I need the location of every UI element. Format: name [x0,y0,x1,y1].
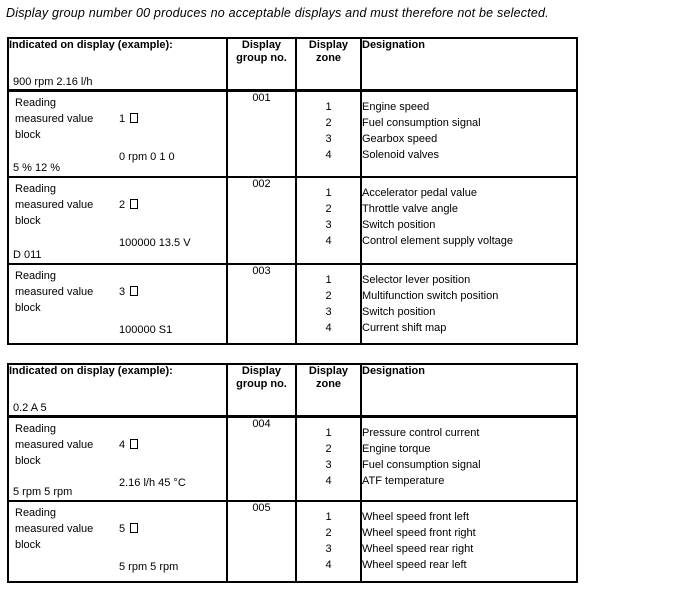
example-bottom-value: 5 rpm 5 rpm [13,486,73,498]
table-row-005 [8,501,577,582]
example-display-value: 2.16 l/h 45 °C [119,476,186,489]
designation: Solenoid valves [362,148,440,161]
table-row-003 [8,264,577,344]
example-bottom-value: 900 rpm 2.16 l/h [13,75,93,88]
zone-number: 4 [325,559,332,571]
group-no: 004 [227,416,296,501]
designation: Fuel consumption signal [362,116,481,129]
zone-number: 4 [325,474,332,487]
zone-number: 1 [325,100,332,113]
example-line-1: Reading [15,96,56,109]
note-text: Display group number 00 produces no acceptable displays and must therefore not be selected. [6,6,549,20]
example-display-value: 100000 S1 [119,324,173,336]
zone-number: 2 [325,290,332,302]
designation: Accelerator pedal value [362,187,477,199]
zone-number: 2 [325,527,332,539]
block-number-value: 1 [119,112,126,125]
table-header-row [8,38,577,90]
designation: Control element supply voltage [362,235,514,247]
example-line-2: measured value [15,112,94,125]
block-number-value: 2 [119,199,126,211]
block-number [119,286,138,298]
example-bottom-value: 0.2 A 5 [13,401,47,414]
example-line-2: measured value [15,199,94,211]
block-number-value: 3 [119,286,126,298]
zone-number: 1 [325,187,332,199]
example-bottom-value: 5 % 12 % [13,162,61,174]
designation: Current shift map [362,322,447,334]
group-no: 003 [227,264,296,344]
header-designation: Designation [361,364,577,416]
example-line-2: measured value [15,438,94,451]
block-square-icon [130,439,138,449]
table-header-row [8,364,577,416]
designation: Wheel speed rear left [362,559,467,571]
example-line-3: block [15,128,41,141]
zone-number: 3 [325,306,332,318]
block-number [119,523,138,535]
example-display-value: 5 rpm 5 rpm [119,561,179,573]
group-no: 002 [227,177,296,264]
designation: Throttle valve angle [362,203,458,215]
group-no: 001 [227,90,296,177]
example-line-1: Reading [15,507,56,519]
designation: Gearbox speed [362,132,438,145]
zone-number: 2 [325,203,332,215]
example-line-2: measured value [15,286,94,298]
zone-number: 4 [325,148,332,161]
designation: Engine speed [362,100,430,113]
designation: Wheel speed front left [362,511,470,523]
example-line-1: Reading [15,422,56,435]
example-line-3: block [15,454,41,467]
block-number [119,439,138,451]
example-line-1: Reading [15,183,56,195]
designation: Pressure control current [362,426,480,439]
designation: Wheel speed front right [362,527,476,539]
example-line-2: measured value [15,523,94,535]
example-line-3: block [15,539,41,551]
block-square-icon [130,286,138,296]
block-square-icon [130,199,138,209]
designation: Selector lever position [362,274,471,286]
display-groups-table-2 [7,363,578,583]
zone-number: 2 [325,442,332,455]
header-display-zone: Display zone [296,364,361,416]
designation: Engine torque [362,442,431,455]
table-row-004 [8,416,577,501]
zone-number: 1 [325,511,332,523]
zone-number: 2 [325,116,332,129]
zone-number: 4 [325,235,332,247]
zone-number: 1 [325,426,332,439]
block-number-value: 5 [119,523,126,535]
block-square-icon [130,113,138,123]
display-groups-table-1 [7,37,578,345]
header-display-group-no: Display group no. [227,364,296,416]
block-number-value: 4 [119,438,126,451]
block-number [119,113,138,125]
header-indicated-on-display: Indicated on display (example): [8,38,227,90]
header-designation: Designation [361,38,577,90]
example-line-1: Reading [15,270,56,282]
header-indicated-on-display: Indicated on display (example): [8,364,227,416]
designation: Switch position [362,306,436,318]
zone-number: 1 [325,274,332,286]
header-display-group-no: Display group no. [227,38,296,90]
example-bottom-value: D 011 [13,249,42,261]
header-display-zone: Display zone [296,38,361,90]
designation: ATF temperature [362,474,445,487]
block-square-icon [130,523,138,533]
group-no: 005 [227,501,296,582]
example-line-3: block [15,302,41,314]
designation: Fuel consumption signal [362,458,481,471]
example-display-value: 0 rpm 0 1 0 [119,150,175,163]
zone-number: 3 [325,219,332,231]
zone-number: 3 [325,458,332,471]
example-line-3: block [15,215,41,227]
example-display-value: 100000 13.5 V [119,237,191,249]
designation: Multifunction switch position [362,290,499,302]
zone-number: 4 [325,322,332,334]
designation: Wheel speed rear right [362,543,474,555]
block-number [119,199,138,211]
designation: Switch position [362,219,436,231]
table-row-001 [8,90,577,177]
zone-number: 3 [325,132,332,145]
zone-number: 3 [325,543,332,555]
table-row-002 [8,177,577,264]
